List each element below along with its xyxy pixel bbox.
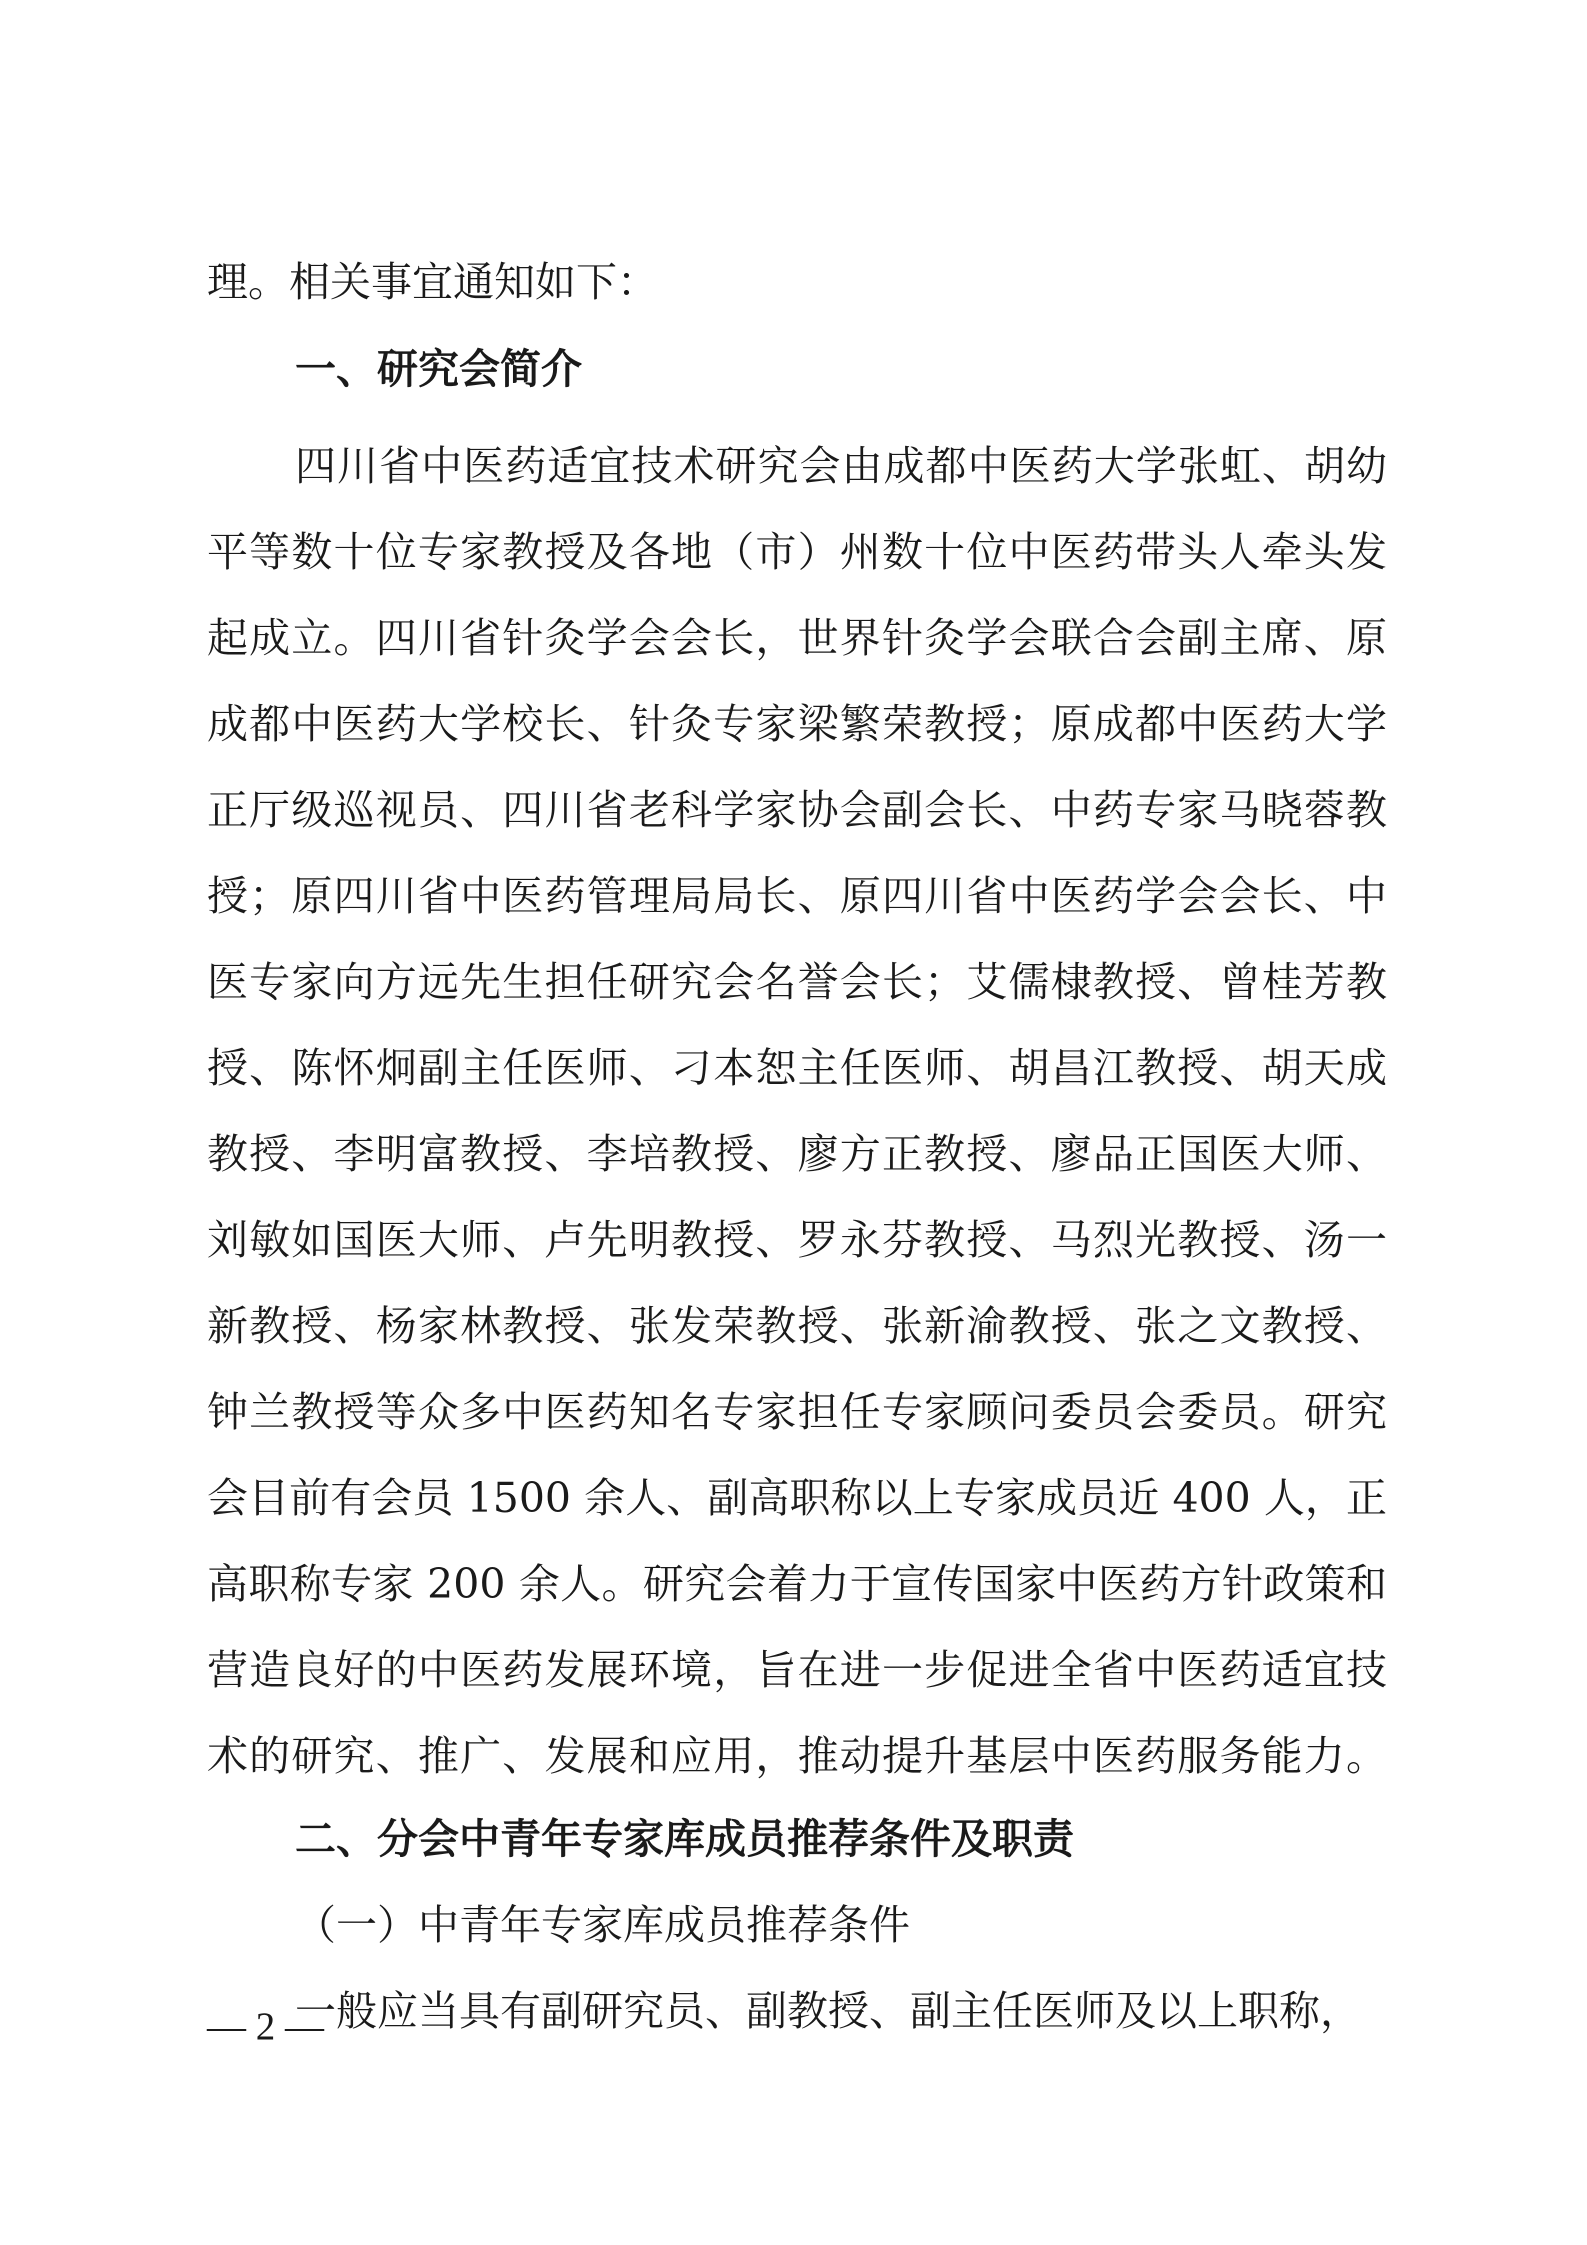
body-line: 高职称专家 200 余人。研究会着力于宣传国家中医药方针政策和 — [207, 1560, 1387, 1608]
section-heading: 一、研究会简介 — [295, 345, 582, 393]
section-heading: 二、分会中青年专家库成员推荐条件及职责 — [295, 1815, 1074, 1863]
body-line: 起成立。四川省针灸学会会长，世界针灸学会联合会副主席、原 — [207, 614, 1387, 662]
body-line: 理。相关事宜通知如下： — [207, 258, 658, 306]
body-line: 授；原四川省中医药管理局局长、原四川省中医药学会会长、中 — [207, 872, 1387, 920]
body-line: 会目前有会员 1500 余人、副高职称以上专家成员近 400 人，正 — [207, 1474, 1387, 1522]
body-line: 一般应当具有副研究员、副教授、副主任医师及以上职称， — [295, 1987, 1361, 2035]
body-line: 成都中医药大学校长、针灸专家梁繁荣教授；原成都中医药大学 — [207, 700, 1387, 748]
body-line: 新教授、杨家林教授、张发荣教授、张新渝教授、张之文教授、 — [207, 1302, 1387, 1350]
body-line: 刘敏如国医大师、卢先明教授、罗永芬教授、马烈光教授、汤一 — [207, 1216, 1387, 1264]
body-line: 平等数十位专家教授及各地（市）州数十位中医药带头人牵头发 — [207, 528, 1387, 576]
body-line: 钟兰教授等众多中医药知名专家担任专家顾问委员会委员。研究 — [207, 1388, 1387, 1436]
body-line: 正厅级巡视员、四川省老科学家协会副会长、中药专家马晓蓉教 — [207, 786, 1387, 834]
body-line: 教授、李明富教授、李培教授、廖方正教授、廖品正国医大师、 — [207, 1130, 1387, 1178]
body-line: 术的研究、推广、发展和应用，推动提升基层中医药服务能力。 — [207, 1732, 1387, 1780]
subsection-heading: （一）中青年专家库成员推荐条件 — [295, 1901, 910, 1949]
body-line: 四川省中医药适宜技术研究会由成都中医药大学张虹、胡幼 — [295, 442, 1387, 490]
page-number: — 2 — — [207, 2005, 324, 2048]
body-line: 营造良好的中医药发展环境，旨在进一步促进全省中医药适宜技 — [207, 1646, 1387, 1694]
body-line: 授、陈怀炯副主任医师、刁本恕主任医师、胡昌江教授、胡天成 — [207, 1044, 1387, 1092]
body-line: 医专家向方远先生担任研究会名誉会长；艾儒棣教授、曾桂芳教 — [207, 958, 1387, 1006]
